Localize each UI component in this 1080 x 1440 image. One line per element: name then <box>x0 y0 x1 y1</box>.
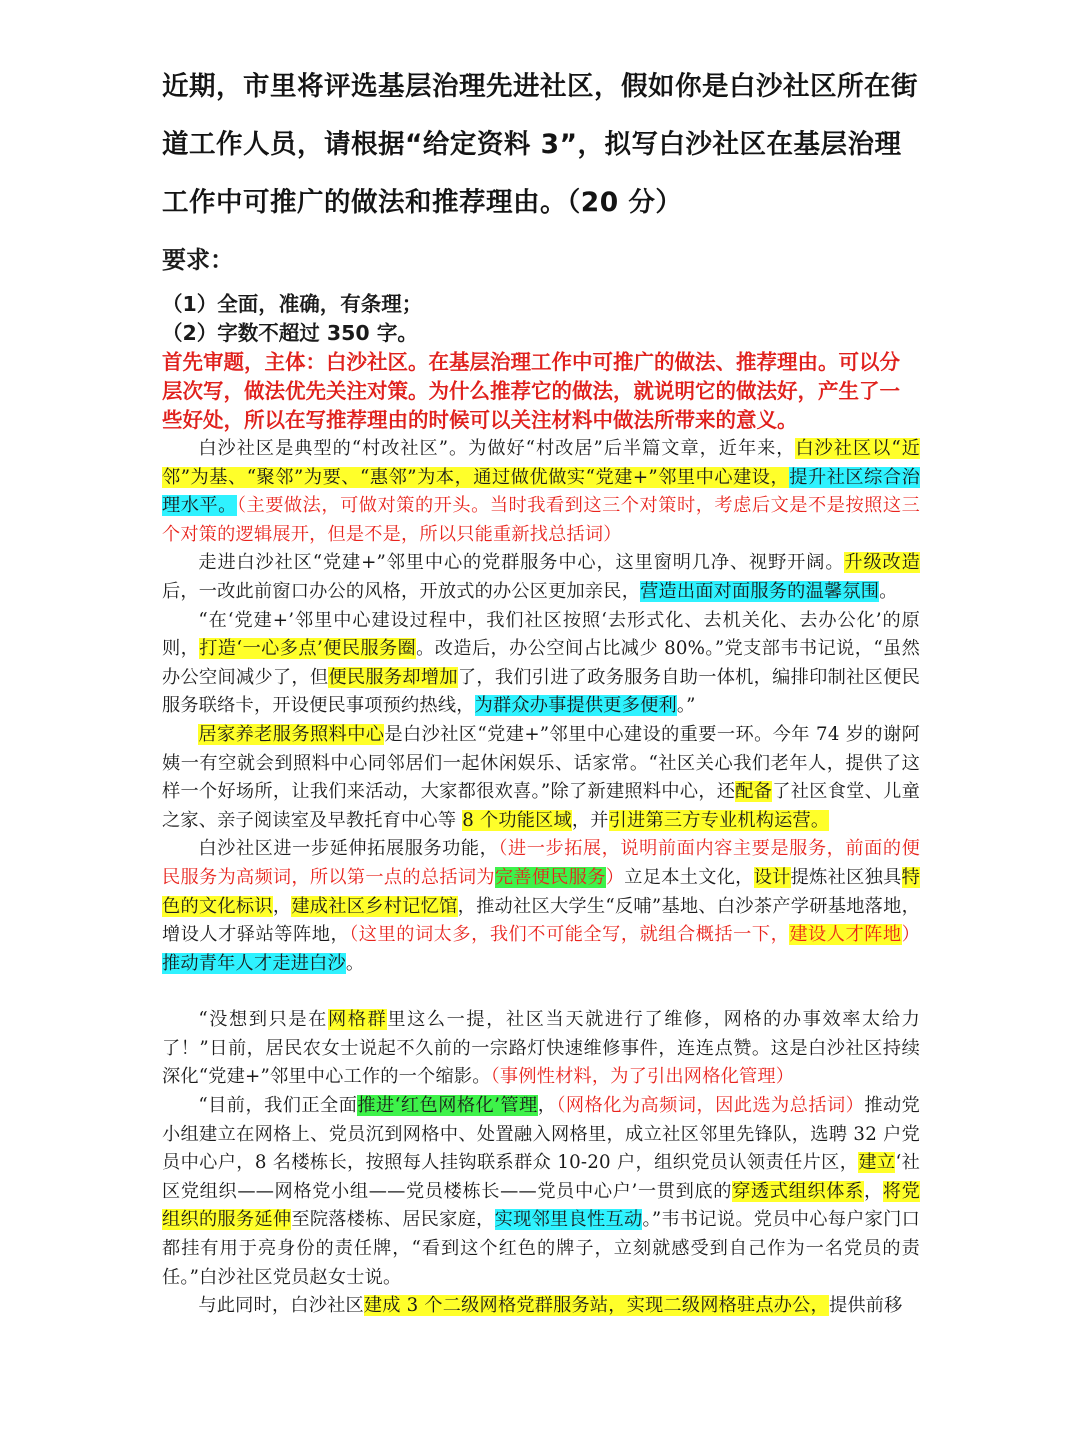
yellow-highlight: 配备 <box>735 781 773 803</box>
green-highlight: 推进‘红色网格化’管理 <box>357 1095 538 1117</box>
text-segment: 走进白沙社区“党建+”邻里中心的党群服务中心，这里窗明几净、视野开阔。 <box>198 552 845 574</box>
text-segment: 。改造后，办公空间占比减少 80%。”党支部韦书记说，“虽然办公空间减少了，但 <box>162 638 921 688</box>
yellow-highlight: 穿透式组织体系 <box>732 1180 864 1202</box>
yellow-highlight-annotation: 建设人才阵地 <box>789 924 902 946</box>
cyan-highlight: 推动青年人才走进白沙 <box>162 952 346 974</box>
text-segment: 立足本土文化， <box>624 866 754 888</box>
text-segment: 后，一改此前窗口办公的风格，开放式的办公区更加亲民， <box>162 580 641 602</box>
cyan-highlight: 实现邻里良性互动 <box>494 1209 643 1231</box>
red-annotation: （主要做法，可做对策的开头。当时我看到这三个对策时，考虑后文是不是按照这三个对策的逻辑展开，但是不是，所以只能重新找总括词） <box>162 495 920 545</box>
red-annotation: （事例性材料，为了引出网格化管理） <box>490 1066 795 1088</box>
material-paragraph <box>162 607 920 721</box>
text-segment: 。 <box>345 952 365 974</box>
material-paragraph <box>162 1292 920 1321</box>
yellow-highlight: 网格群 <box>327 1009 388 1031</box>
red-annotation: （网格化为高频词，因此选为总括词） <box>556 1095 865 1117</box>
yellow-highlight: 设计 <box>753 866 791 888</box>
yellow-highlight: 建立 <box>858 1152 896 1174</box>
text-segment: ， <box>537 1095 557 1117</box>
text-segment: 提炼社区独具 <box>790 866 902 888</box>
red-annotation: ） <box>901 924 921 946</box>
yellow-highlight: 特色的文化标识 <box>162 866 920 917</box>
yellow-highlight: 建成 3 个二级网格党群服务站，实现二级网格驻点办公， <box>363 1295 829 1317</box>
yellow-highlight: 打造‘一心多点’便民服务圈 <box>199 638 417 660</box>
red-annotation: （进一步拓展，说明前面内容主要是服务，前面的便民服务为高频词，所以第一点的总括词为 <box>162 838 920 888</box>
yellow-highlight: 引进第三方专业机构运营。 <box>608 809 830 831</box>
green-highlight-annotation: 完善便民服务 <box>494 866 606 888</box>
text-segment: “没想到只是在 <box>198 1009 328 1031</box>
text-segment: 白沙社区是典型的“村改社区”。为做好“村改居”后半篇文章，近年来， <box>198 438 796 459</box>
question-prompt: 近期，市里将评选基层治理先进社区，假如你是白沙社区所在街道工作人员，请根据“给定资料 3”，拟写白沙社区在基层治理工作中可推广的做法和推荐理由。（20 分） <box>162 71 918 218</box>
document-page <box>162 58 920 1321</box>
text-segment: 了社区食堂、儿童之家、亲子阅读室及早教托育中心等 <box>162 781 920 831</box>
text-segment: 。” <box>676 695 696 717</box>
yellow-highlight: 8 个功能区域 <box>462 809 572 831</box>
yellow-highlight: 建成社区乡村记忆馆 <box>291 895 458 917</box>
red-annotation: （这里的词太多，我们不可能全写，就组合概括一下， <box>349 924 790 946</box>
text-segment: 是白沙社区“党建+”邻里中心建设的重要一环。今年 74 岁的谢阿姨一有空就会到照料中心同邻居们一起休闲娱乐、话家常。“社区关心我们老年人，提供了这样一个好场所，让我们来活动，大家都很欢喜。”除了新建照料中心，还 <box>162 723 920 803</box>
text-segment: 白沙社区进一步延伸拓展服务功能， <box>198 838 499 860</box>
yellow-highlight: 白沙社区以“近邻”为基、“聚邻”为要、“惠邻”为本，通过做优做实“党建+”邻里中心建设， <box>162 438 920 488</box>
text-segment: 里这么一提，社区当天就进行了维修，网格的办事效率太给力了！”日前，居民农女士说起不久前的一宗路灯快速维修事件，连连点赞。这是白沙社区持续深化“党建+”邻里中心工作的一个缩影。 <box>162 1009 920 1088</box>
text-segment: ， <box>863 1180 883 1202</box>
text-segment: ‘社区党组织——网格党小组——党员楼栋长——党员中心户’一贯到底的 <box>162 1152 920 1202</box>
material-paragraph <box>162 1092 920 1292</box>
red-annotation: ） <box>605 866 625 888</box>
text-segment: “目前，我们正全面 <box>198 1095 358 1117</box>
material-paragraph <box>162 835 920 978</box>
text-segment: “在‘党建+’邻里中心建设过程中，我们社区按照‘去形式化、去机关化、去办公化’的原则， <box>162 609 920 660</box>
yellow-highlight: 居家养老服务照料中心 <box>198 723 385 745</box>
material-paragraph <box>162 721 920 835</box>
text-segment: ，并 <box>571 809 609 831</box>
yellow-highlight: 升级改造 <box>844 552 920 574</box>
yellow-highlight: 将党组织的服务延伸 <box>162 1180 921 1231</box>
text-segment: 了，我们引进了政务服务自助一体机，编排印制社区便民服务联络卡，开设便民事项预约热线， <box>162 666 920 717</box>
text-segment: ， <box>272 895 292 917</box>
text-segment: ，推动社区大学生“反哺”基地、白沙茶产学研基地落地，增设人才驿站等阵地， <box>162 895 921 946</box>
material-paragraph <box>162 549 920 606</box>
requirements-list <box>162 290 920 348</box>
text-segment: 。”韦书记说。党员中心每户家门口都挂有用于亮身份的责任牌，“看到这个红色的牌子，立刻就感受到自己作为一名党员的责任。”白沙社区党员赵女士说。 <box>162 1209 920 1288</box>
cyan-highlight: 营造出面对面服务的温馨氛围 <box>640 580 880 602</box>
requirement-item: （2）字数不超过 350 字。 <box>162 321 418 345</box>
requirements-title: 要求： <box>162 246 234 274</box>
cyan-highlight: 为群众办事提供更多便利 <box>474 695 677 717</box>
cyan-highlight: 提升社区综合治理水平。 <box>162 466 920 517</box>
text-segment: 。 <box>879 580 898 602</box>
analysis-note: 首先审题，主体：白沙社区。在基层治理工作中可推广的做法、推荐理由。可以分层次写，做法优先关注对策。为什么推荐它的做法，就说明它的做法好，产生了一些好处，所以在写推荐理由的时候可以关注材料中做法所带来的意义。 <box>162 350 900 432</box>
material-paragraph <box>162 435 920 549</box>
text-segment: 提供前移 <box>828 1295 903 1317</box>
yellow-highlight: 便民服务却增加 <box>328 666 458 688</box>
material-paragraph <box>162 1006 920 1092</box>
text-segment: 至院落楼栋、居民家庭， <box>291 1209 495 1231</box>
text-segment: 推动党小组建立在网格上、党员沉到网格中、处置融入网格里，成立社区邻里先锋队，选聘 32 户党员中心户，8 名楼栋长，按照每人挂钩联系群众 10-20 户，组织党员认领责任片区， <box>162 1095 920 1174</box>
paragraph-gap <box>162 978 920 1006</box>
requirement-item: （1）全面，准确，有条理； <box>162 292 423 316</box>
text-segment: 与此同时，白沙社区 <box>198 1295 364 1317</box>
